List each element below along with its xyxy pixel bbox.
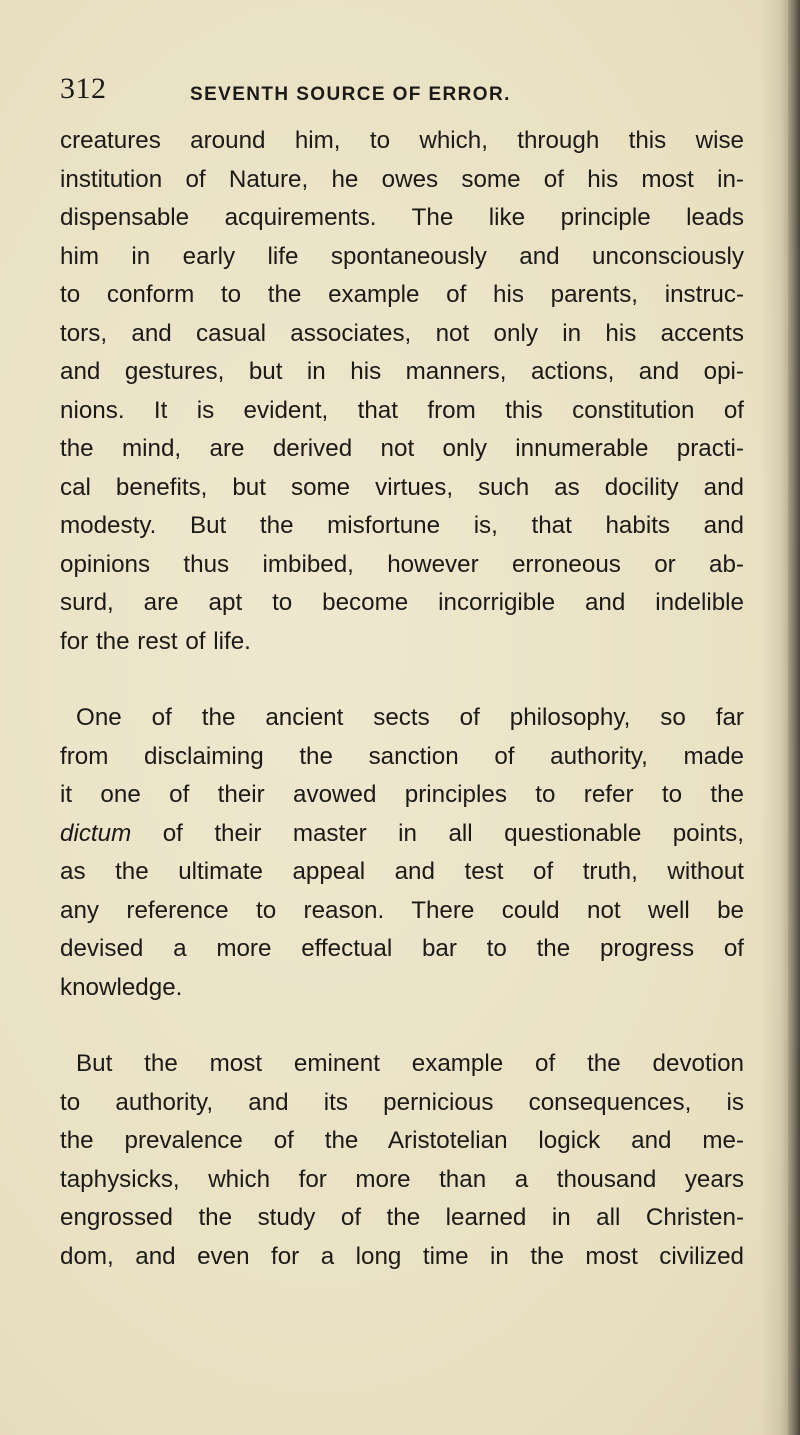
body-text: [60, 122, 744, 1276]
text-line: to conform to the example of his parents, instruc-: [60, 281, 744, 308]
page-edge-shadow: [788, 0, 800, 1435]
text-line: any reference to reason. There could not well be: [60, 896, 744, 924]
text-line: knowledge.: [60, 973, 183, 1001]
text-line: tors, and casual associates, not only in his accents: [60, 319, 744, 347]
text-line: the mind, are derived not only innumerable practi-: [60, 435, 744, 462]
text-line: to authority, and its pernicious consequences, is: [60, 1088, 744, 1116]
paragraph-gap: [60, 1007, 744, 1045]
text-line: for the rest of life.: [60, 627, 251, 655]
paragraph-2: [60, 699, 744, 1007]
text-line: it one of their avowed principles to refer to the: [60, 781, 744, 808]
text-line: One of the ancient sects of philosophy, so far: [76, 704, 744, 731]
page-number: 312: [60, 72, 107, 105]
italic-word-dictum: dictum: [60, 819, 132, 847]
text-line: engrossed the study of the learned in all Christen-: [60, 1204, 744, 1231]
text-line: modesty. But the misfortune is, that habits and: [60, 512, 744, 539]
text-line: cal benefits, but some virtues, such as docility and: [60, 473, 744, 501]
paragraph-gap: [60, 661, 744, 699]
text-line: institution of Nature, he owes some of his most in-: [60, 165, 744, 193]
text-line: from disclaiming the sanction of authority, made: [60, 742, 744, 770]
text-line-rest: of their master in all questionable points,: [162, 819, 744, 847]
text-line: as the ultimate appeal and test of truth, without: [60, 858, 744, 885]
text-line: taphysicks, which for more than a thousand years: [60, 1165, 744, 1193]
text-line: nions. It is evident, that from this constitution of: [60, 396, 744, 424]
text-line: surd, are apt to become incorrigible and indelible: [60, 589, 744, 616]
text-line: But the most eminent example of the devotion: [76, 1050, 744, 1077]
running-head: SEVENTH SOURCE OF ERROR.: [190, 84, 511, 105]
text-line: devised a more effectual bar to the progress of: [60, 935, 744, 962]
page-header: [60, 72, 760, 112]
text-line-with-italic: [60, 815, 744, 854]
text-line: dom, and even for a long time in the most civilized: [60, 1242, 744, 1270]
text-line: dispensable acquirements. The like principle leads: [60, 204, 744, 231]
text-line: him in early life spontaneously and unconsciously: [60, 242, 744, 270]
text-line: creatures around him, to which, through this wise: [60, 127, 744, 154]
text-line: opinions thus imbibed, however erroneous or ab-: [60, 550, 744, 578]
paragraph-1: [60, 122, 744, 661]
paragraph-3: [60, 1045, 744, 1276]
text-line: the prevalence of the Aristotelian logick and me-: [60, 1127, 744, 1154]
text-line: and gestures, but in his manners, actions, and opi-: [60, 358, 744, 385]
